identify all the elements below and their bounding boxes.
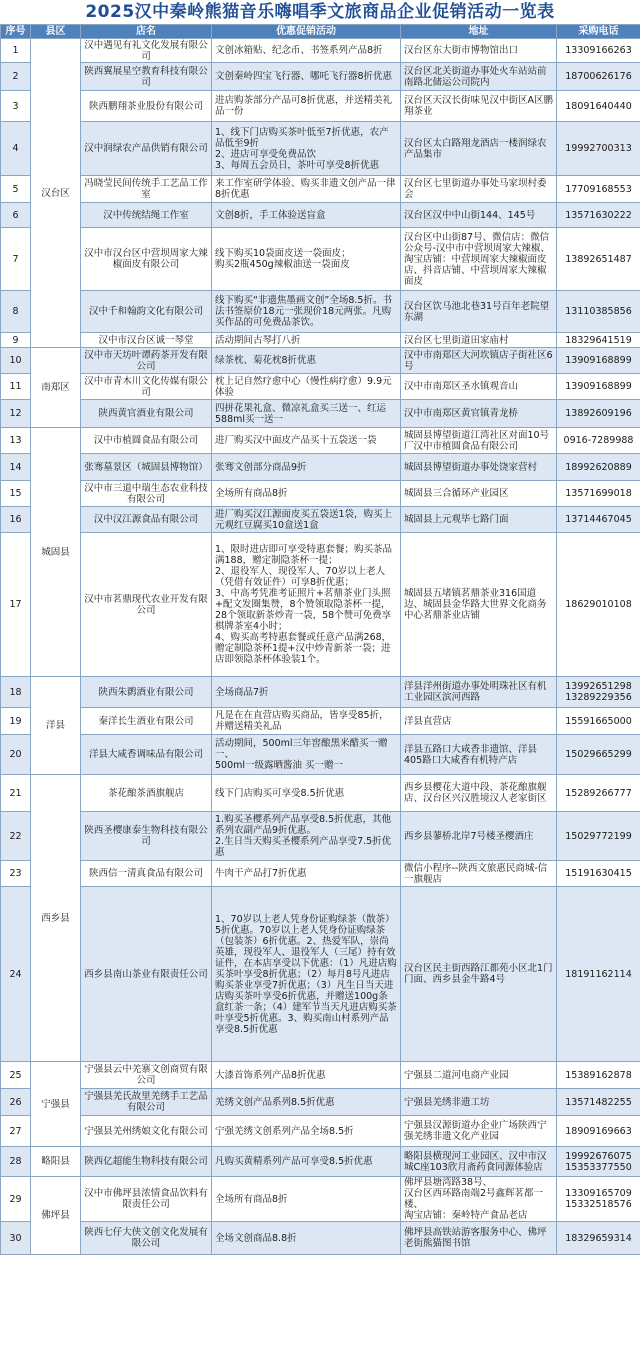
table-row [1,348,640,374]
address-text: 汉台区七里街道田家庙村 [401,333,557,348]
phone-number: 13571630222 [557,203,640,228]
address-text: 汉台区民主街西路江都苑小区北1门门面、西乡县金牛路4号 [401,887,557,1062]
address-text: 略阳县横现河工业园区、汉中市汉城C座103欣月斋药食同源体验店 [401,1147,557,1177]
table-row [1,63,640,91]
phone-number: 18700626176 [557,63,640,91]
county-cell: 略阳县 [31,1147,81,1177]
row-number: 14 [1,454,31,481]
store-name: 西乡县南山茶业有限责任公司 [81,887,212,1062]
row-number: 20 [1,735,31,775]
store-name: 汉中千和翰韵文化有限公司 [81,291,212,333]
promotion-text: 线下门店购买可享受8.5折优惠 [212,775,401,812]
address-text: 汉中市南郑区圣水镇观音山 [401,374,557,400]
county-cell: 佛坪县 [31,1177,81,1255]
row-number: 11 [1,374,31,400]
phone-number: 13110385856 [557,291,640,333]
row-number: 17 [1,533,31,677]
row-number: 8 [1,291,31,333]
table-row [1,333,640,348]
address-text: 城固县三合循环产业园区 [401,481,557,507]
phone-number: 0916-7289988 [557,428,640,454]
store-name: 汉中市汉台区中营坝周家大辣椒面皮有限公司 [81,228,212,291]
table-row [1,507,640,533]
address-text: 西乡县樱花大道中段、茶花酿旗舰店、汉台区兴汉胜境汉人老家街区 [401,775,557,812]
promotion-text: 全场商品7折 [212,677,401,708]
row-number: 18 [1,677,31,708]
phone-number: 19992676075 15353377550 [557,1147,640,1177]
store-name: 汉中市佛坪县浓情食品饮料有限责任公司 [81,1177,212,1222]
address-text: 城固县五堵镇茗鼎茶业316国道边、城固县金华路大世界文化商务中心茗鼎茶业店铺 [401,533,557,677]
store-name: 秦洋长生酒业有限公司 [81,708,212,735]
phone-number: 13909168899 [557,374,640,400]
row-number: 23 [1,861,31,887]
county-cell: 汉台区 [31,39,81,348]
table-row [1,481,640,507]
promotion-text: 文创秦岭四宝飞行器、哪吒飞行器8折优惠 [212,63,401,91]
phone-number: 13909168899 [557,348,640,374]
store-name: 宁强县云中羌寨文创商贸有限公司 [81,1062,212,1089]
address-text: 西乡县蓼桥北岸7号楼圣樱酒庄 [401,812,557,861]
phone-number: 15389162878 [557,1062,640,1089]
row-number: 21 [1,775,31,812]
row-number: 13 [1,428,31,454]
store-name: 张骞墓景区（城固县博物馆） [81,454,212,481]
table-row [1,454,640,481]
promotion-text: 四拼花果礼盒、微凉礼盒买三送一、红运588ml买一送一 [212,400,401,428]
store-name: 宁强县羌氏故里羌绣手工艺品有限公司 [81,1089,212,1116]
promotion-text: 凡是在在直营店购买商品，皆享受85折，并赠送精美礼品 [212,708,401,735]
row-number: 6 [1,203,31,228]
store-name: 陕西七仔大侠文创文化发展有限公司 [81,1222,212,1255]
table-row [1,291,640,333]
table-row [1,708,640,735]
promotion-text: 1、70岁以上老人凭身份证购绿茶（散茶）5折优惠。70岁以上老人凭身份证购绿茶（包装茶）6折优惠。2、热爱军队，崇尚英雄，现役军人、退役军人（三尾）持有效证件，在本店享受以下优惠：（1）凡进店购买茶叶享受8折优惠；（2）每月8号凡进店购买茶业享受7折优惠；（3）凡生日当天进店购买茶叶享受6折优惠，并赠送100g条盒红茶一条；（4）建军节当天凡进店购买茶叶享受5折优惠。3、购买南山村系列产品享受8.5折优惠 [212,887,401,1062]
table-row [1,812,640,861]
table-row [1,1089,640,1116]
header-phone: 采购电话 [557,25,640,39]
header-address: 地址 [401,25,557,39]
store-name: 汉中市三道中瑞生态农业科技有限公司 [81,481,212,507]
store-name: 洋县大咸香调味品有限公司 [81,735,212,775]
promotion-text: 进厂购买汉中面皮产品买十五袋送一袋 [212,428,401,454]
phone-number: 13714467045 [557,507,640,533]
address-text: 洋县洋州街道办事处明珠社区有机工业园区滨河西路 [401,677,557,708]
phone-number: 15591665000 [557,708,640,735]
table-row [1,1222,640,1255]
address-text: 汉台区天汉长街味见汉中街区A区鹏翔茶业 [401,91,557,122]
phone-number: 15191630415 [557,861,640,887]
address-text: 洋县直营店 [401,708,557,735]
row-number: 10 [1,348,31,374]
address-text: 城固县上元观毕七路门面 [401,507,557,533]
table-row [1,122,640,176]
promotion-text: 张骞文创部分商品9折 [212,454,401,481]
table-row [1,1116,640,1147]
row-number: 16 [1,507,31,533]
promotion-text: 凡购买黄精系列产品可享受8.5折优惠 [212,1147,401,1177]
phone-number: 18329659314 [557,1222,640,1255]
table-row [1,428,640,454]
address-text: 城固县博望街道江湾社区对面10号厂汉中市植圆食品有限公司 [401,428,557,454]
row-number: 24 [1,887,31,1062]
phone-number: 19992700313 [557,122,640,176]
store-name: 汉中遇见有礼文化发展有限公司 [81,39,212,63]
header-county: 县区 [31,25,81,39]
promotion-text: 文创8折，手工体验送盲盒 [212,203,401,228]
row-number: 25 [1,1062,31,1089]
phone-number: 17709168553 [557,176,640,203]
address-text: 汉台区东大街市博物馆出口 [401,39,557,63]
county-cell: 南郑区 [31,348,81,428]
store-name: 茶花酿茶酒旗舰店 [81,775,212,812]
promotion-text: 1、限时进店即可享受特惠套餐；购买茶品满188，赠定制隐茶杯一提； 2、退役军人、现役军人、70岁以上老人（凭借有效证件）可享8折优惠； 3、中高考凭准考证照片+茗鼎茶业门头照+配文发圈集赞，8个赞领取隐茶杯一提，28个领取新茶炒青一袋，58个赞可免费享棋牌茶室4小时； 4、购买高考特惠套餐或任意产品满268，赠定制隐茶杯1提+汉中炒青新茶一袋；进店即领隐茶杯体验装1个。 [212,533,401,677]
address-text: 城固县博望街道办事处饶家营村 [401,454,557,481]
store-name: 陕西圣樱康泰生物科技有限公司 [81,812,212,861]
table-row [1,228,640,291]
row-number: 15 [1,481,31,507]
promotion-text: 全场所有商品8折 [212,481,401,507]
table-row [1,1147,640,1177]
address-text: 宁强县汉源街道办企业广场陕西宁强羌绣非遗文化产业园 [401,1116,557,1147]
promotion-text: 宁强羌绣文创系列产品全场8.5折 [212,1116,401,1147]
phone-number: 13571699018 [557,481,640,507]
table-row [1,861,640,887]
store-name: 汉中汉江源食品有限公司 [81,507,212,533]
phone-number: 15029772199 [557,812,640,861]
phone-number: 18629010108 [557,533,640,677]
header-promotion: 优惠促销活动 [212,25,401,39]
promotion-text: 活动期间，500ml三年窖酿黑米醋买一赠一、 500ml一级露晒酱油 买一赠一 [212,735,401,775]
phone-number: 18191162114 [557,887,640,1062]
promotion-text: 大漆首饰系列产品8折优惠 [212,1062,401,1089]
row-number: 27 [1,1116,31,1147]
promotion-text: 枕上记自然疗愈中心（慢性病疗愈）9.9元体验 [212,374,401,400]
county-cell: 宁强县 [31,1062,81,1147]
row-number: 12 [1,400,31,428]
header-seq: 序号 [1,25,31,39]
table-row [1,1062,640,1089]
row-number: 9 [1,333,31,348]
address-text: 汉台区饮马池北巷31号百年老院望东湖 [401,291,557,333]
store-name: 陕西亿超能生物科技有限公司 [81,1147,212,1177]
promotion-text: 来工作室研学体验、购买非遗文创产品一律8折优惠 [212,176,401,203]
promotion-text: 进店购茶部分产品可8折优惠，并送精美礼品一份 [212,91,401,122]
header-store-name: 店名 [81,25,212,39]
page-title: 2025汉中秦岭熊猫音乐嗨唱季文旅商品企业促销活动一览表 [85,2,555,22]
row-number: 7 [1,228,31,291]
promotion-text: 牛肉干产品打7折优惠 [212,861,401,887]
phone-number: 13309166263 [557,39,640,63]
row-number: 5 [1,176,31,203]
row-number: 2 [1,63,31,91]
promotion-text: 进厂购买汉江源面皮买五袋送1袋，购买上元观红豆腐买10盒送1盒 [212,507,401,533]
table-row [1,374,640,400]
row-number: 4 [1,122,31,176]
promotion-text: 线下购买“非遗焦墨画文创”全场8.5折。书法书签原价18元一张现价18元两张。凡购买作品的可免费品茶饮。 [212,291,401,333]
store-name: 汉中市青木川文化传媒有限公司 [81,374,212,400]
address-text: 汉台区太白路翔龙酒店一楼润绿农产品集市 [401,122,557,176]
address-text: 佛坪县高铁站游客服务中心、佛坪老街熊猫图书馆 [401,1222,557,1255]
table-row [1,400,640,428]
table-row [1,775,640,812]
table-row [1,887,640,1062]
phone-number: 13309165709 15332518576 [557,1177,640,1222]
promotion-text: 文创冰箱贴、纪念币、书签系列产品8折 [212,39,401,63]
promotion-text: 活动期间古琴打八折 [212,333,401,348]
row-number: 22 [1,812,31,861]
address-text: 微信小程序--陕西文旅惠民商城-信一旗舰店 [401,861,557,887]
store-name: 汉中传统结绳工作室 [81,203,212,228]
table-row [1,533,640,677]
row-number: 30 [1,1222,31,1255]
promotion-text: 线下购买10袋面皮送一袋面皮； 购买2瓶450g辣椒油送一袋面皮 [212,228,401,291]
table-row [1,203,640,228]
table-body [1,39,640,1255]
promotion-text: 全场文创商品8.8折 [212,1222,401,1255]
promotion-text: 羌绣文创产品系列8.5折优惠 [212,1089,401,1116]
row-number: 1 [1,39,31,63]
phone-number: 13892609196 [557,400,640,428]
store-name: 陕西朱鹮酒业有限公司 [81,677,212,708]
store-name: 陕西鹏翔茶业股份有限公司 [81,91,212,122]
phone-number: 18091640440 [557,91,640,122]
table-row [1,677,640,708]
row-number: 29 [1,1177,31,1222]
promotion-text: 全场所有商品8折 [212,1177,401,1222]
store-name: 汉中市汉台区诚一琴堂 [81,333,212,348]
address-text: 汉台区汉中中山街144、145号 [401,203,557,228]
store-name: 陕西翼展星空教育科技有限公司 [81,63,212,91]
address-text: 汉台区七里街道办事处马家坝村委会 [401,176,557,203]
table-row [1,735,640,775]
phone-number: 18909169663 [557,1116,640,1147]
promotion-table [0,24,640,1255]
table-row [1,91,640,122]
store-name: 汉中市植圆食品有限公司 [81,428,212,454]
county-cell: 西乡县 [31,775,81,1062]
phone-number: 15289266777 [557,775,640,812]
phone-number: 15029665299 [557,735,640,775]
phone-number: 13571482255 [557,1089,640,1116]
row-number: 28 [1,1147,31,1177]
phone-number: 13892651487 [557,228,640,291]
address-text: 汉中市南郑区大河坎镇店子街社区6号 [401,348,557,374]
address-text: 洋县五路口大咸香非遗馆、洋县405路口大咸香有机特产店 [401,735,557,775]
address-text: 汉台区中山街87号、微信店：微信公众号-汉中市中营坝周家大辣椒、淘宝店铺：中营坝周家大辣椒面皮店、抖音店铺、中营坝周家大辣椒面皮 [401,228,557,291]
row-number: 3 [1,91,31,122]
store-name: 宁强县羌州绣娘文化有限公司 [81,1116,212,1147]
address-text: 佛坪县塘湾路38号、 汉台区西环路南端2号鑫辉茗都一楼、 淘宝店铺：秦岭特产食品老店 [401,1177,557,1222]
phone-number: 13992651298 13289229356 [557,677,640,708]
store-name: 陕西信一清真食品有限公司 [81,861,212,887]
address-text: 汉台区北关街道办事处火车站站前南路北储运公司院内 [401,63,557,91]
store-name: 冯晓莹民间传统手工艺品工作室 [81,176,212,203]
address-text: 宁强县羌绣非遗工坊 [401,1089,557,1116]
store-name: 陕西黄官酒业有限公司 [81,400,212,428]
store-name: 汉中市天坊叶谭药茶开发有限公司 [81,348,212,374]
table-row [1,176,640,203]
phone-number: 18329641519 [557,333,640,348]
store-name: 汉中市茗鼎现代农业开发有限公司 [81,533,212,677]
county-cell: 城固县 [31,428,81,677]
row-number: 19 [1,708,31,735]
table-row [1,39,640,63]
county-cell: 洋县 [31,677,81,775]
promotion-text: 1、线下门店购买茶叶低至7折优惠，农产品低至9折 2、进店可享受免费品饮 3、每周五会员日，茶叶可享受8折优惠 [212,122,401,176]
promotion-text: 1.购买圣樱系列产品享受8.5折优惠，其他系列农副产品9折优惠。 2.生日当天购买圣樱系列产品享受7.5折优惠 [212,812,401,861]
address-text: 宁强县二道河电商产业园 [401,1062,557,1089]
phone-number: 18992620889 [557,454,640,481]
table-row [1,1177,640,1222]
row-number: 26 [1,1089,31,1116]
address-text: 汉中市南郑区黄官镇青龙桥 [401,400,557,428]
store-name: 汉中润绿农产品供销有限公司 [81,122,212,176]
promotion-text: 绿茶枕、菊花枕8折优惠 [212,348,401,374]
